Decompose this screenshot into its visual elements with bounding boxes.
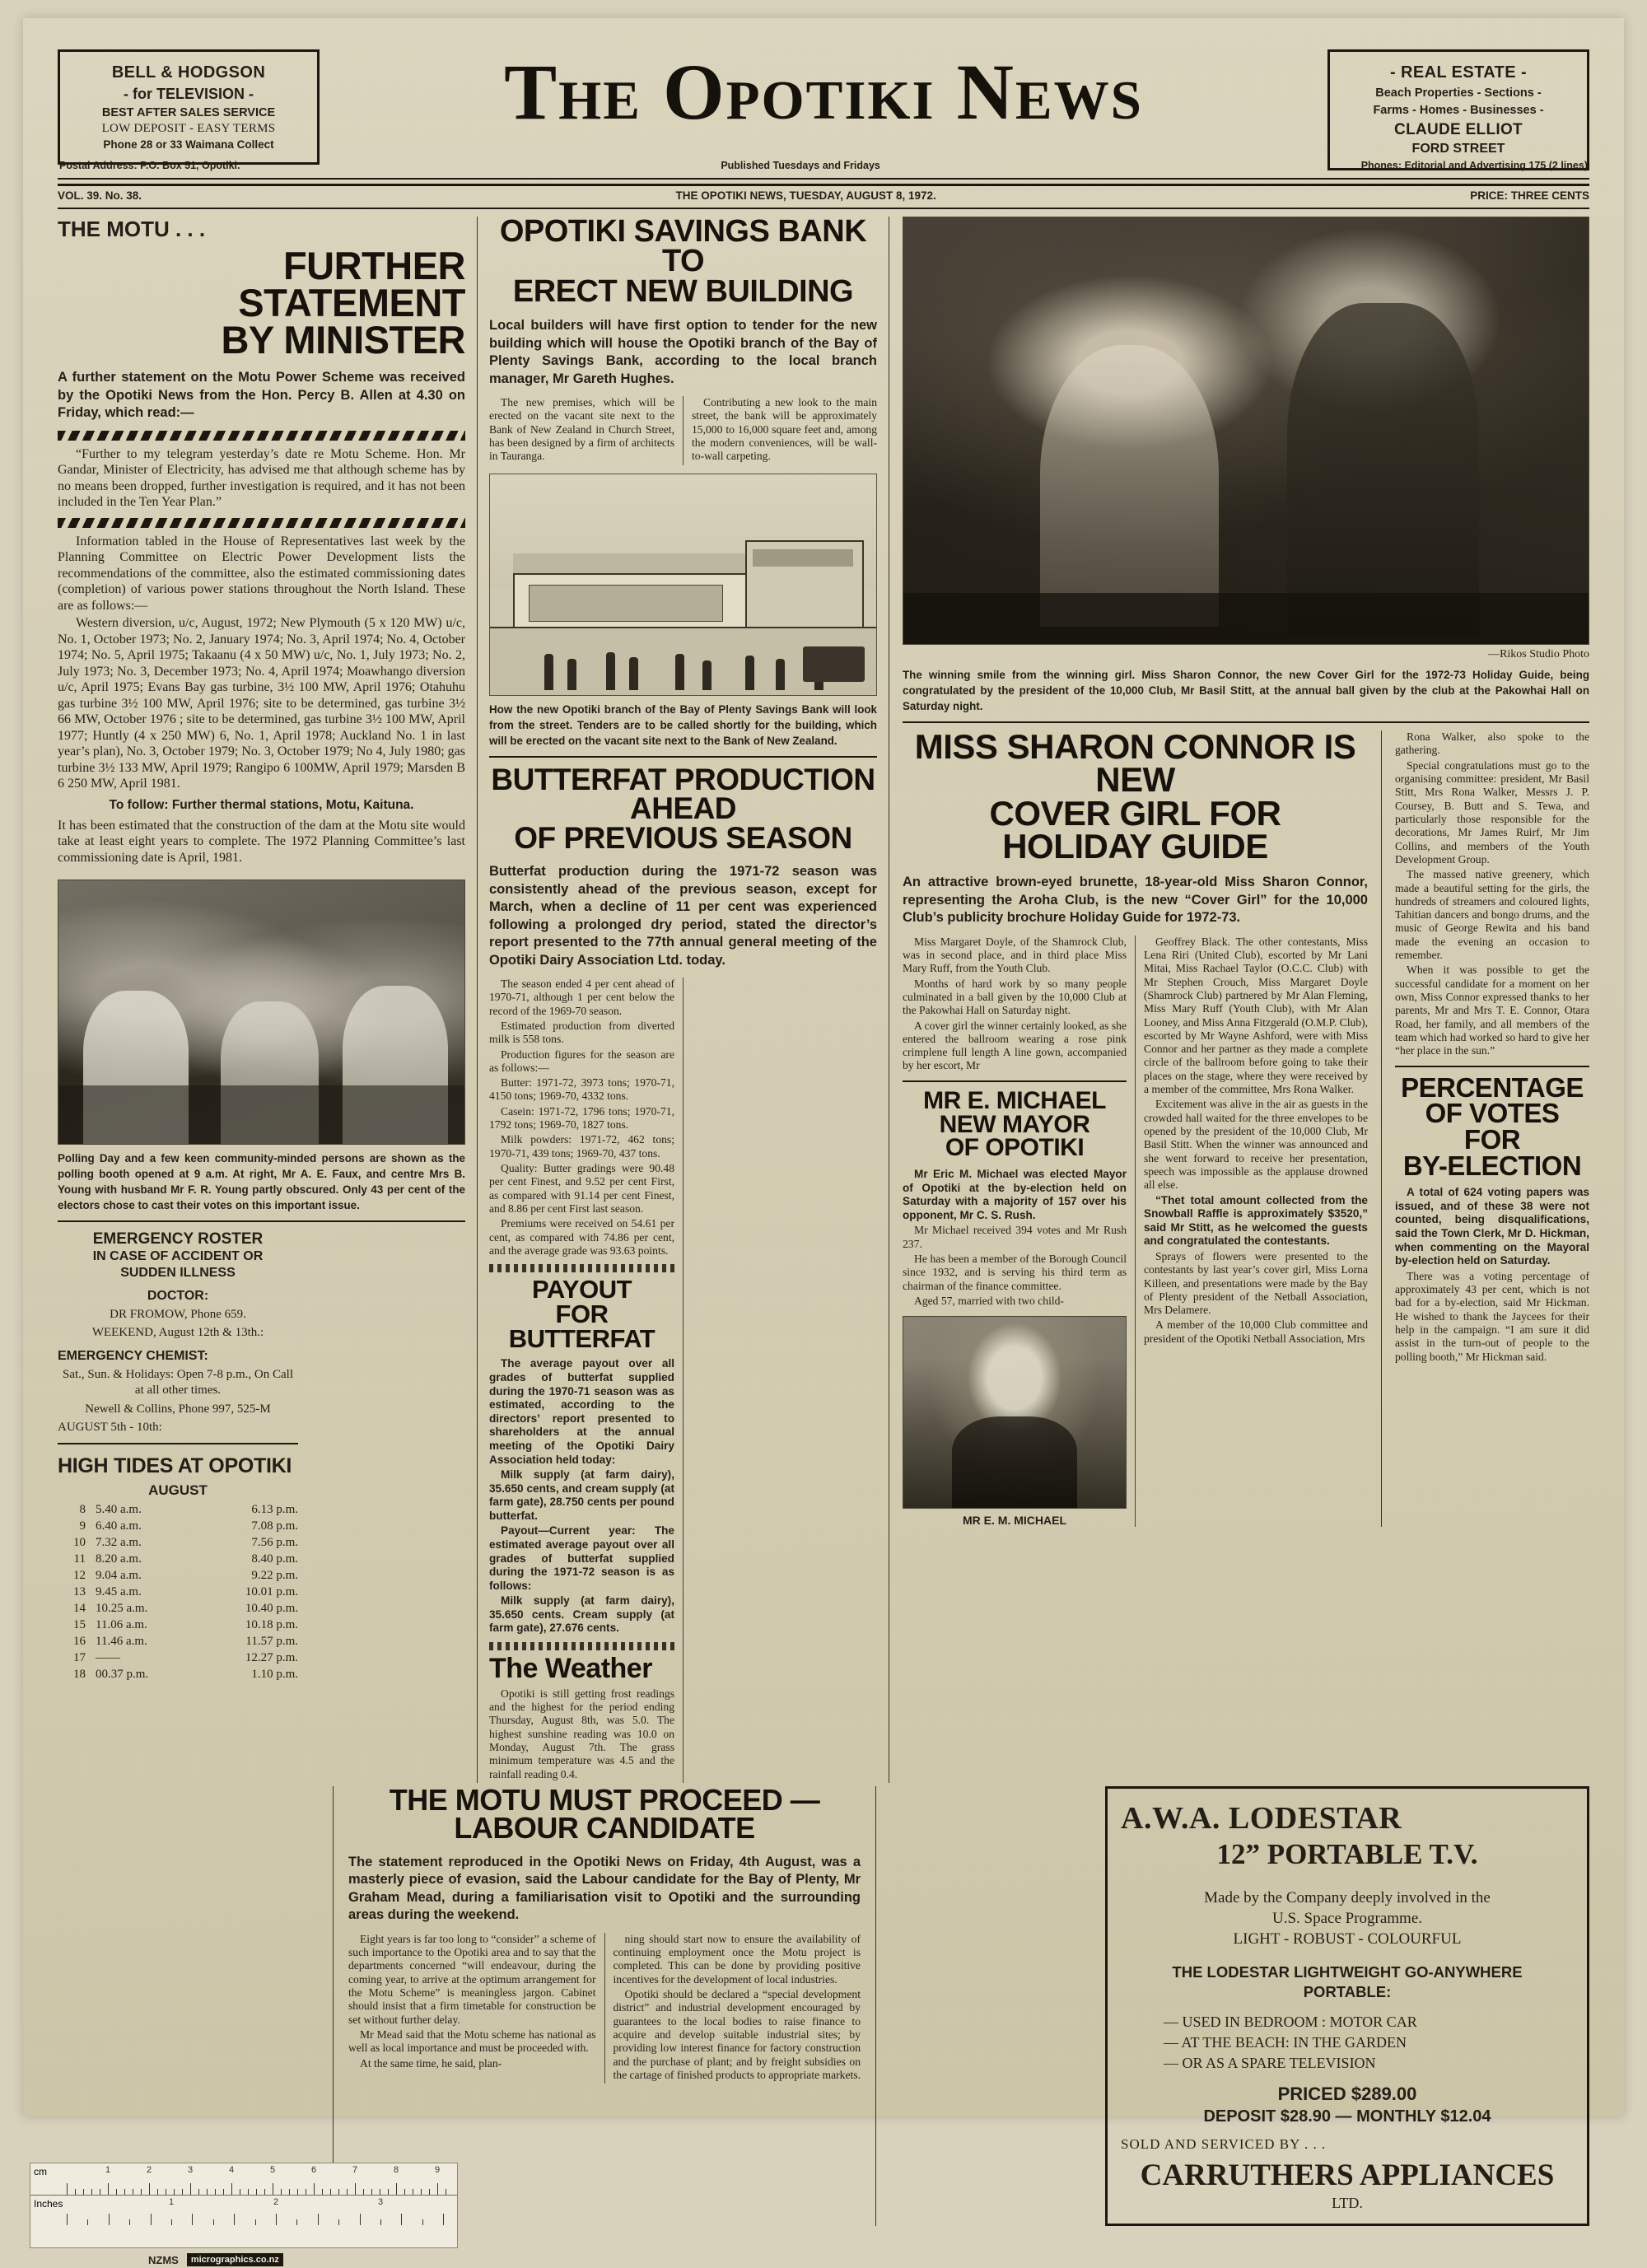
motu-para-3: Western diversion, u/c, August, 1972; New Plymouth (5 x 120 MW) u/c, No. 1, October 1973; No. 2, January 1974; No. 3, April 1974; No. 4, October 1974; No. 5, April 1975; Takaanu (4 x 50 MW) u/c, No. 1, July 1973; No. 2, July 1973; No. 3, December 1973; No. 4, April 1974; Moawhango diversion u/c, April 1975; Evans Bay gas turbine, 3½ 100 MW, April 1976; Otahuhu gas turbine 3½ 100 MW, April 1976; site to be determined, gas turbine 3½ 66 MW, October 1976 ; site to be determined, gas turbine 3½ 100 MW, April 1977; Huntly (4 x 250 MW) 6, No. 1, April 1978; Auckland No. 1 in last year’s plan), No. 3, October 1979; No. 3, October 1979; No 4, July 1980; gas turbine 3½ 133 MW, April 1979; Rangipo 6 100MW, April 1979; Marsden B 6 250 MW, April 1981. <box>58 616 465 791</box>
tide-row <box>58 1502 298 1519</box>
ruler-inch-tick <box>380 2219 381 2225</box>
ruler-cm-number: 1 <box>105 2165 111 2175</box>
ruler-cm-tick <box>281 2189 282 2195</box>
labour-col-a-1: Eight years is far too long to “consider” a scheme of such importance to the Opotiki area and to say that the departments concerned “will endeavour, during the coming year, to arrive at the optimum arrangement for the Motu Scheme” is meaningless jargon. Cabinet should insist that a firm timetable for construction be set without further delay. <box>348 1932 596 2026</box>
ad-awa-bullet-2: — OR AS A SPARE TELEVISION <box>1164 2054 1376 2071</box>
tide-row <box>58 1568 298 1584</box>
ruler-cm-tick <box>157 2189 158 2195</box>
payout-p1: The average payout over all grades of butterfat supplied during the 1970-71 season was as estimated, according to the directors’ report presented to shareholders at the annual meeting of the Opotiki Dairy Association held today: <box>489 1357 674 1466</box>
covergirl-p12: When it was possible to get the successful candidate for a moment on her own, Miss Connor expressed thanks to her parents, Mr and Mrs T. E. Connor, Otara Road, her family, and all members of the team which had worked so hard to give her “her place in the sun.” <box>1395 964 1589 1057</box>
mayor-headline-line3: OF OPOTIKI <box>945 1134 1085 1162</box>
labour-col-a-3: At the same time, he said, plan- <box>360 2056 502 2070</box>
covergirl-p11: The massed native greenery, which made a beautiful setting for the girls, the hundreds of streamers and coloured lights, Tahitian dancers and bongo drums, and the music of George Rewita and his band made the evening an occasion to remember. <box>1395 868 1589 962</box>
tide-row <box>58 1535 298 1552</box>
ruler-cm-tick <box>289 2189 290 2195</box>
ruler-cm-tick <box>108 2183 109 2195</box>
tide-pm: 12.27 p.m. <box>245 1651 298 1665</box>
tide-pm: 9.22 p.m. <box>251 1569 298 1583</box>
butterfat-p8: Premiums were received on 54.61 per cent, as compared with 74.86 per cent, and the average grade was 93.63 points. <box>489 1217 674 1257</box>
ruler-cm-number: 8 <box>394 2165 399 2175</box>
ruler-cm-tick <box>355 2183 356 2195</box>
byelection-p2: There was a voting percentage of approximately 43 per cent, which is not bad for a by-election, said Mr Hickman. He wished to thank the Jaycees for their help in the campaign. “I am sure it did assist in the turn-out of people to the polling booth,” Mr Hickman said. <box>1395 1269 1589 1363</box>
tide-am: 11.46 a.m. <box>96 1635 147 1649</box>
ad-awa-line-1: Made by the Company deeply involved in the <box>1204 1888 1491 1906</box>
ruler-cm-tick <box>322 2189 323 2195</box>
covergirl-headline-line3: HOLIDAY GUIDE <box>1002 827 1268 866</box>
ruler-cm-number: 3 <box>188 2165 194 2175</box>
ruler-cm-tick <box>404 2189 405 2195</box>
tide-am: 8.20 a.m. <box>96 1552 142 1566</box>
ad-realestate-line3: Farms - Homes - Businesses - <box>1373 104 1544 117</box>
ad-awa-bullet-1: — AT THE BEACH: IN THE GARDEN <box>1164 2034 1407 2051</box>
payout-headline-line1: PAYOUT <box>531 1275 632 1304</box>
covergirl-p8: A member of the 10,000 Club committee and president of the Opotiki Netball Association, Mrs <box>1144 1318 1368 1345</box>
byelection-p1: A total of 624 voting papers was issued, and of these 38 were not counted, being disqualifications, said the Town Clerk, Mr D. Hickman, when commenting on the Mayoral by-election held on Saturday. <box>1395 1186 1589 1267</box>
ruler-inch-tick <box>443 2214 444 2225</box>
ruler-cm-number: 9 <box>435 2165 441 2175</box>
ruler-cm-tick <box>297 2189 298 2195</box>
ruler-cm-tick <box>314 2183 315 2195</box>
motu-headline-line1: FURTHER STATEMENT <box>238 244 465 325</box>
ruler-cm-tick <box>231 2183 232 2195</box>
ruler-inch-number: 3 <box>378 2197 384 2207</box>
doctor-weekend: WEEKEND, August 12th & 13th.: <box>91 1325 264 1339</box>
ruler-inch-tick <box>129 2219 130 2225</box>
byelection-headline-line1: PERCENTAGE <box>1401 1071 1584 1103</box>
motu-kicker: THE MOTU . . . <box>58 217 206 241</box>
ruler-cm-tick <box>256 2189 257 2195</box>
ruler-inch-tick <box>67 2214 68 2225</box>
main-columns <box>58 214 1589 1783</box>
mayor-photo-caption: MR E. M. MICHAEL <box>963 1514 1066 1528</box>
ad-awa-sub-1: THE LODESTAR LIGHTWEIGHT GO-ANYWHERE <box>1172 1963 1523 1981</box>
phone-numbers: Phones: Editorial and Advertising 175 (2 lines) <box>1360 160 1588 171</box>
labour-article <box>333 1782 876 2226</box>
tide-pm: 7.08 p.m. <box>251 1519 298 1533</box>
ruler-inch-row <box>30 2196 457 2225</box>
tide-day: 16 <box>73 1635 86 1649</box>
ruler-cm-tick <box>149 2183 150 2195</box>
ad-awa-terms: DEPOSIT $28.90 — MONTHLY $12.04 <box>1203 2107 1491 2126</box>
covergirl-p9: Rona Walker, also spoke to the gathering. <box>1395 730 1589 757</box>
ad-realestate-line5: FORD STREET <box>1411 142 1505 156</box>
issue-dateline: THE OPOTIKI NEWS, TUESDAY, AUGUST 8, 1972. <box>675 189 936 202</box>
motu-lede: A further statement on the Motu Power Scheme was received by the Opotiki News from the Hon. Percy B. Allen at 4.30 on Friday, which read:— <box>58 370 465 421</box>
ruler-cm-tick <box>190 2183 191 2195</box>
tide-am: 6.40 a.m. <box>96 1519 142 1533</box>
butterfat-p1: The season ended 4 per cent ahead of 1970-71, although 1 per cent below the record of the 1969-70 season. <box>489 977 674 1017</box>
ruler-cm-number: 4 <box>229 2165 235 2175</box>
covergirl-p3: A cover girl the winner certainly looked, as she entered the ballroom wearing a rose pink crimplene full length A line gown, accompanied by her escort, Mr <box>903 1019 1127 1072</box>
ruler-cm-tick <box>363 2189 364 2195</box>
ad-bell-line4: LOW DEPOSIT - EASY TERMS <box>101 122 276 135</box>
butterfat-headline-line2: OF PREVIOUS SEASON <box>514 820 852 855</box>
covergirl-headline-line2: COVER GIRL FOR <box>989 793 1281 833</box>
ruler-inch-tick <box>192 2214 193 2225</box>
covergirl-two-col <box>903 936 1368 1528</box>
covergirl-p10: Special congratulations must go to the organising committee: president, Mr Basil Stitt, Mrs Rona Walker, Messrs J. P. Coursey, B. Butt and S. Tewa, and particularly those responsible for the decorations, Mr James Ruirf, Mr Jim Collins, and members of the Youth Development Group. <box>1395 758 1589 866</box>
ruler-cm-label: cm <box>34 2166 47 2177</box>
tide-pm: 8.40 p.m. <box>251 1552 298 1566</box>
ruler-inch-number: 2 <box>273 2197 279 2207</box>
ad-awa-ltd: LTD. <box>1332 2194 1363 2211</box>
publication-frequency: Published Tuesdays and Fridays <box>721 160 880 171</box>
masthead <box>58 48 1589 156</box>
ad-awa-title-2: 12” PORTABLE T.V. <box>1216 1837 1478 1870</box>
ruler-cm-tick <box>330 2189 331 2195</box>
tide-am: 00.37 p.m. <box>96 1668 149 1682</box>
byelection-headline-line2: OF VOTES FOR <box>1425 1098 1560 1155</box>
bottom-band <box>58 1782 1589 2226</box>
ruler-cm-tick <box>371 2189 372 2195</box>
ruler-cm-row <box>30 2163 457 2196</box>
ruler-cm-tick <box>174 2189 175 2195</box>
dateline-row <box>58 189 1589 209</box>
tide-row <box>58 1650 298 1667</box>
labour-headline-line2: LABOUR CANDIDATE <box>454 1811 755 1846</box>
ruler-cm-tick <box>347 2189 348 2195</box>
bank-headline-line1: OPOTIKI SAVINGS BANK TO <box>499 214 867 279</box>
ad-claude-elliot[interactable] <box>1327 49 1589 170</box>
payout-p3: Payout—Current year: The estimated average payout over all grades of butterfat supplied during the 1971-72 season is as follows: <box>489 1524 674 1592</box>
emergency-roster-title: EMERGENCY ROSTER <box>92 1230 264 1248</box>
rule-above-covergirl <box>903 721 1589 723</box>
tide-pm: 10.40 p.m. <box>245 1602 298 1616</box>
micrographics-badge: micrographics.co.nz <box>187 2253 283 2266</box>
labour-col-a-2: Mr Mead said that the Motu scheme has national as well as local importance and must be proceeded with. <box>348 2028 596 2055</box>
butterfat-col-left <box>489 978 684 1783</box>
ruler-cm-tick <box>429 2189 430 2195</box>
ruler-cm-tick <box>264 2189 265 2195</box>
ruler-inch-tick <box>296 2219 297 2225</box>
butterfat-col-right <box>684 978 877 1783</box>
ad-awa-sold-by: SOLD AND SERVICED BY . . . <box>1121 2135 1327 2152</box>
tide-day: 12 <box>73 1569 86 1583</box>
butterfat-two-col <box>489 978 877 1783</box>
labour-lede: The statement reproduced in the Opotiki News on Friday, 4th August, was a masterly piece of evasion, said the Labour candidate for the Bay of Plenty, Mr Graham Mead, during a familiarisation visit to Opotiki and the surrounding areas during the weekend. <box>348 1854 861 1923</box>
tide-am: 11.06 a.m. <box>96 1618 147 1632</box>
labour-two-col <box>348 1933 861 2084</box>
bank-lede: Local builders will have first option to tender for the new building which will house the Opotiki branch of the Bay of Plenty Savings Bank, according to the local branch manager, Mr Gareth Hughes. <box>489 318 877 386</box>
ruler-cm-number: 6 <box>311 2165 317 2175</box>
covergirl-overflow-col <box>1382 730 1589 1527</box>
chemist-label: EMERGENCY CHEMIST: <box>58 1349 208 1364</box>
chemist-dates: AUGUST 5th - 10th: <box>58 1420 162 1434</box>
ad-realestate-line4: CLAUDE ELLIOT <box>1394 121 1523 138</box>
dateline-divider <box>58 178 1589 186</box>
covergirl-p7: Sprays of flowers were presented to the contestants by last year’s cover girl, Miss Lorna Killeen, and presentations were made by the Bay of Plenty president of the Netball Association, Mrs Delamere. <box>1144 1249 1368 1317</box>
cover-girl-photo-credit: —Rikos Studio Photo <box>1488 648 1589 660</box>
butterfat-lede: Butterfat production during the 1971-72 season was consistently ahead of the previous season, except for March, when a decline of 11 per cent was experienced following a prolonged dry period, stated the director’s report presented to the 77th annual general meeting of the Opotiki Dairy Association Ltd. today. <box>489 864 877 968</box>
ruler-cm-number: 7 <box>352 2165 358 2175</box>
ruler-inch-tick <box>234 2214 235 2225</box>
butterfat-p6: Milk powders: 1971-72, 462 tons; 1970-71, 439 tons; 1969-70, 437 tons. <box>489 1133 674 1160</box>
ruler-cm-tick <box>437 2183 438 2195</box>
tide-day: 10 <box>73 1536 86 1550</box>
rule-above-byelection <box>1395 1066 1589 1067</box>
tide-pm: 7.56 p.m. <box>251 1536 298 1550</box>
payout-headline-line2: FOR <box>555 1299 609 1328</box>
column-two <box>478 214 889 1783</box>
cover-price: PRICE: THREE CENTS <box>1470 189 1589 202</box>
bank-building-sketch <box>489 474 877 696</box>
tide-day: 18 <box>73 1668 86 1682</box>
tide-row <box>58 1552 298 1568</box>
cover-girl-photo <box>903 217 1589 645</box>
covergirl-p5: Excitement was alive in the air as guests in the crowded hall waited for the three envelopes to be opened by the president of the 10,000 Club, Mr Basil Stitt. When the winner was announced and she went forward to receive her presentation, speech was impossible as the applause drowned all else. <box>1144 1098 1368 1192</box>
bank-col-b: Contributing a new look to the main street, the bank will be approximately 15,000 to 16,000 square feet and, among the modern conveniences, will be wall-to-wall carpeting. <box>692 396 877 463</box>
emergency-roster-sub2: SUDDEN ILLNESS <box>120 1265 236 1280</box>
ruler-cm-tick <box>207 2189 208 2195</box>
tide-day: 11 <box>73 1552 86 1566</box>
high-tides-title: HIGH TIDES AT OPOTIKI <box>58 1454 292 1477</box>
ad-awa-title-1: A.W.A. LODESTAR <box>1121 1800 1402 1836</box>
motu-headline-line2: BY MINISTER <box>221 318 465 362</box>
polling-photo-caption: Polling Day and a few keen community-minded persons are shown as the polling booth opened at 9 a.m. At right, Mr A. E. Faux, and centre Mrs B. Young with husband Mr F. R. Young partly obscured. Only 43 per cent of the electors chose to cast their votes on this important issue. <box>58 1151 465 1211</box>
tide-am: 7.32 a.m. <box>96 1536 142 1550</box>
ruler-inch-tick <box>87 2219 88 2225</box>
polling-booth-photo <box>58 880 465 1145</box>
ad-awa-price: PRICED $289.00 <box>1277 2083 1417 2104</box>
ruler-cm-tick <box>141 2189 142 2195</box>
mayor-p3: Aged 57, married with two child- <box>914 1295 1064 1308</box>
butterfat-p5: Casein: 1971-72, 1796 tons; 1970-71, 1792 tons; 1969-70, 1827 tons. <box>489 1104 674 1132</box>
ad-bell-hodgson[interactable] <box>58 49 320 165</box>
labour-col-b-2: Opotiki should be declared a “special development district” and industrial development encouraged by guarantees to the local bodies to raise finance to acquire and develop suitable industrial sites; by providing low interest finance for factory construction and the purchase of plant; and by freight subsidies on the cartage of finished products to appropriate markets. <box>613 1987 861 2081</box>
mayor-headline-line1: MR E. MICHAEL <box>923 1086 1106 1114</box>
emergency-roster-block <box>58 1230 298 1683</box>
ruler-cm-tick <box>421 2189 422 2195</box>
covergirl-p6: “Thet total amount collected from the Snowball Raffle is approximately $3520,” said Mr Stitt, as he welcomed the guests and congratulated the contestants. <box>1144 1193 1368 1248</box>
mayor-portrait-photo <box>903 1316 1127 1509</box>
tide-day: 9 <box>79 1519 86 1533</box>
ruler-inch-tick <box>171 2219 172 2225</box>
ad-bell-line3: BEST AFTER SALES SERVICE <box>101 106 276 119</box>
tide-day: 14 <box>73 1602 86 1616</box>
payout-headline-line3: BUTTERFAT <box>508 1323 656 1353</box>
tide-row <box>58 1519 298 1535</box>
nameplate-wrap <box>320 48 1327 136</box>
ruler-cm-tick <box>124 2189 125 2195</box>
tide-am: 5.40 a.m. <box>96 1503 142 1517</box>
zigzag-rule-bottom <box>58 518 465 528</box>
ruler-cm-tick <box>223 2189 224 2195</box>
doctor-contact: DR FROMOW, Phone 659. <box>110 1307 246 1321</box>
tide-am: —— <box>96 1651 120 1665</box>
tide-row <box>58 1667 298 1683</box>
cover-girl-photo-caption: The winning smile from the winning girl. Miss Sharon Connor, the new Cover Girl for the 1972-73 Holiday Guide, being congratulated by the president of the 10,000 Club, Mr Basil Stitt, at the annual ball given by the club at the Pakowhai Hall on Saturday night. <box>903 669 1589 713</box>
mayor-lede: Mr Eric M. Michael was elected Mayor of Opotiki at the by-election held on Saturday with a majority of 157 over his opponent, Mr C. S. Rush. <box>903 1168 1127 1221</box>
high-tides-table <box>58 1502 298 1683</box>
wavy-rule-payout <box>489 1264 674 1272</box>
ad-realestate-line2: Beach Properties - Sections - <box>1375 86 1542 100</box>
tide-pm: 1.10 p.m. <box>251 1668 298 1682</box>
ruler-inch-tick <box>151 2214 152 2225</box>
ruler-cm-tick <box>83 2189 84 2195</box>
newspaper-title: The Opotiki News <box>504 48 1143 136</box>
ruler-cm-tick <box>182 2189 183 2195</box>
ruler-cm-tick <box>91 2189 92 2195</box>
ruler-footer <box>148 2253 283 2266</box>
mayor-p2: He has been a member of the Borough Council since 1932, and is serving his third term as chairman of the finance committee. <box>903 1253 1127 1292</box>
byelection-headline-line3: BY-ELECTION <box>1402 1150 1582 1181</box>
ruler-inch-tick <box>401 2214 402 2225</box>
motu-para-2: Information tabled in the House of Representatives last week by the Planning Committee on Electric Power Development lists the recommendations of the committee, also the estimated commissioning dates (completion) of various power stations throughout the North Island. These are as follows:— <box>58 534 465 613</box>
tide-pm: 6.13 p.m. <box>251 1503 298 1517</box>
ruler-inch-tick <box>213 2219 214 2225</box>
ruler-inch-tick <box>338 2219 339 2225</box>
column-one <box>58 217 478 1783</box>
tide-row <box>58 1617 298 1634</box>
tide-am: 9.04 a.m. <box>96 1569 142 1583</box>
motu-para-4: It has been estimated that the construction of the dam at the Motu site would take at least eight years to complete. The 1972 Planning Committee’s last commissioning date is April, 1981. <box>58 818 465 865</box>
bank-two-col <box>489 396 877 465</box>
postal-address: Postal Address: P.O. Box 51, Opotiki. <box>59 160 240 171</box>
mayor-headline-line2: NEW MAYOR <box>939 1110 1090 1138</box>
weather-p1: Opotiki is still getting frost readings and the highest for the period ending Thursday, August 8th, was 5.0. The highest sunshine reading was 10.0 on Monday, August 7th. The grass minimum temperature was 4.5 and the rainfall reading 0.4. <box>489 1687 674 1780</box>
payout-p4: Milk supply (at farm dairy), 35.650 cents. Cream supply (at farm gate), 27.676 cents. <box>489 1594 674 1635</box>
covergirl-p1: Miss Margaret Doyle, of the Shamrock Club, was in second place, and in third place Miss Mary Ruff, from the Youth Club. <box>903 935 1127 975</box>
ad-bell-tagline: - for TELEVISION - <box>123 86 254 102</box>
ad-awa-bullet-0: — USED IN BEDROOM : MOTOR CAR <box>1164 2014 1417 2031</box>
rule-above-tides <box>58 1443 298 1444</box>
mayor-p1: Mr Michael received 394 votes and Mr Rush 237. <box>903 1224 1127 1250</box>
column-three <box>889 217 1589 1783</box>
butterfat-p7: Quality: Butter gradings were 90.48 per cent Finest, and 9.52 per cent First, as compared with 91.14 per cent Finest, and 8.86 per cent First last season. <box>489 1162 674 1215</box>
ruler-cm-tick <box>75 2189 76 2195</box>
nzms-label: NZMS <box>148 2253 179 2266</box>
wavy-rule-weather <box>489 1642 674 1650</box>
ad-awa-line-2: U.S. Space Programme. <box>1271 1909 1423 1927</box>
ad-realestate-name: - REAL ESTATE - <box>1390 63 1527 82</box>
butterfat-headline-line1: BUTTERFAT PRODUCTION AHEAD <box>491 762 875 826</box>
micrographics-scale-bar <box>30 2163 458 2248</box>
covergirl-headline-line1: MISS SHARON CONNOR IS NEW <box>914 727 1356 800</box>
ad-bell-name: BELL & HODGSON <box>111 63 266 82</box>
ad-bell-line5: Phone 28 or 33 Waimana Collect <box>103 138 274 151</box>
tide-row <box>58 1584 298 1601</box>
ruler-inch-tick <box>276 2214 277 2225</box>
emergency-roster-sub1: IN CASE OF ACCIDENT OR <box>92 1248 264 1263</box>
rule-above-mayor <box>903 1080 1127 1082</box>
high-tides-month: AUGUST <box>148 1482 208 1498</box>
ad-awa-sub-2: PORTABLE: <box>1303 1983 1392 2001</box>
volume-number: VOL. 39. No. 38. <box>58 189 142 202</box>
labour-col-b-1: ning should start now to ensure the availability of continuing employment once the Motu project is completed. This can be done by providing positive incentives for the development of local industries. <box>613 1932 861 1986</box>
ruler-inch-tick <box>109 2214 110 2225</box>
covergirl-p2: Months of hard work by so many people culminated in a ball given by the 10,000 Club at the Pakowhai Hall on Saturday night. <box>903 977 1127 1017</box>
ruler-cm-tick <box>67 2183 68 2195</box>
ruler-inch-tick <box>360 2214 361 2225</box>
ruler-inch-label: Inches <box>34 2198 63 2210</box>
butterfat-p2: Estimated production from diverted milk is 558 tons. <box>489 1019 674 1046</box>
doctor-label: DOCTOR: <box>147 1288 209 1303</box>
chemist-contact: Newell & Collins, Phone 997, 525-M <box>85 1402 271 1416</box>
weather-headline: The Weather <box>489 1653 652 1685</box>
ruler-inch-tick <box>255 2219 256 2225</box>
bank-sketch-caption: How the new Opotiki branch of the Bay of Plenty Savings Bank will look from the street. Tenders are to be called shortly for the building, which will be erected on the vacant site next to the Bank of New Zealand. <box>489 702 877 747</box>
covergirl-p4: Geoffrey Black. The other contestants, Miss Lena Riri (United Club), escorted by Mr Lani Mitai, Miss Rachael Taylor (O.C.C. Club) with Mr Stephen Crouch, Miss Margaret Doyle (Shamrock Club) partnered by Mr Alan Fleming, Miss Mary Ruff (Youth Club), with Mr Alan Looney, and Miss Anna Fitzgerald (O.M.P. Club), escorted by Mr Wayne Ashford, were with Miss Connor and her partner as they made a complete circle of the ballroom before going to take their places on the stage, where they were received by a member of the committee, Mrs Rona Walker. <box>1144 935 1368 1096</box>
butterfat-p4: Butter: 1971-72, 3973 tons; 1970-71, 4150 tons; 1969-70, 4332 tons. <box>489 1076 674 1103</box>
ruler-cm-tick <box>198 2189 199 2195</box>
butterfat-p3: Production figures for the season are as follows:— <box>489 1048 674 1074</box>
tide-pm: 10.18 p.m. <box>245 1618 298 1632</box>
tide-row <box>58 1601 298 1617</box>
tide-day: 17 <box>73 1651 86 1665</box>
ruler-inch-number: 1 <box>169 2197 175 2207</box>
tide-pm: 10.01 p.m. <box>245 1585 298 1599</box>
chemist-hours: Sat., Sun. & Holidays: Open 7-8 p.m., On Call at all other times. <box>63 1368 293 1398</box>
covergirl-lede: An attractive brown-eyed brunette, 18-year-old Miss Sharon Connor, representing the Aroha Club, is the new “Cover Girl” for the 10,000 Club’s publicity brochure Holiday Guide for 1972-73. <box>903 875 1368 926</box>
tide-day: 8 <box>79 1503 86 1517</box>
zigzag-rule-top <box>58 431 465 441</box>
ad-awa-line-3: LIGHT - ROBUST - COLOURFUL <box>1233 1930 1462 1948</box>
ruler-cm-tick <box>338 2189 339 2195</box>
ruler-cm-tick <box>388 2189 389 2195</box>
ruler-cm-tick <box>248 2189 249 2195</box>
tide-am: 10.25 a.m. <box>96 1602 148 1616</box>
ad-awa-lodestar[interactable] <box>1105 1786 1589 2226</box>
rule-above-emergency <box>58 1220 465 1222</box>
tide-day: 13 <box>73 1585 86 1599</box>
ruler-inch-tick <box>422 2219 423 2225</box>
ruler-inch-tick <box>318 2214 319 2225</box>
ruler-cm-number: 2 <box>147 2165 152 2175</box>
tide-row <box>58 1634 298 1650</box>
labour-headline-line1: THE MOTU MUST PROCEED — <box>389 1782 820 1817</box>
ruler-cm-tick <box>396 2183 397 2195</box>
ruler-cm-tick <box>116 2189 117 2195</box>
motu-quote: “Further to my telegram yesterday’s date re Motu Scheme. Hon. Mr Gandar, Minister of Electricity, has advised me that although scheme has by no means been dropped, further investigation is required, and it has not been included in the Ten Year Plan.” <box>58 446 465 510</box>
ruler-cm-tick <box>215 2189 216 2195</box>
rule-above-butterfat <box>489 756 877 758</box>
ad-awa-company: CARRUTHERS APPLIANCES <box>1140 2158 1555 2192</box>
motu-to-follow: To follow: Further thermal stations, Motu, Kaituna. <box>109 797 414 812</box>
tide-day: 15 <box>73 1618 86 1632</box>
ad-awa-bullets <box>1164 2012 1574 2073</box>
payout-p2: Milk supply (at farm dairy), 35.650 cents, and cream supply (at farm gate), 28.750 cents per pound butterfat. <box>489 1468 674 1522</box>
tide-pm: 11.57 p.m. <box>245 1635 298 1649</box>
ruler-cm-number: 5 <box>270 2165 276 2175</box>
tide-am: 9.45 a.m. <box>96 1585 142 1599</box>
bank-col-a: The new premises, which will be erected on the vacant site next to the Bank of New Zealand in Church Street, has been designed by a firm of architects in Tauranga. <box>489 396 674 463</box>
bank-headline-line2: ERECT NEW BUILDING <box>512 273 854 309</box>
